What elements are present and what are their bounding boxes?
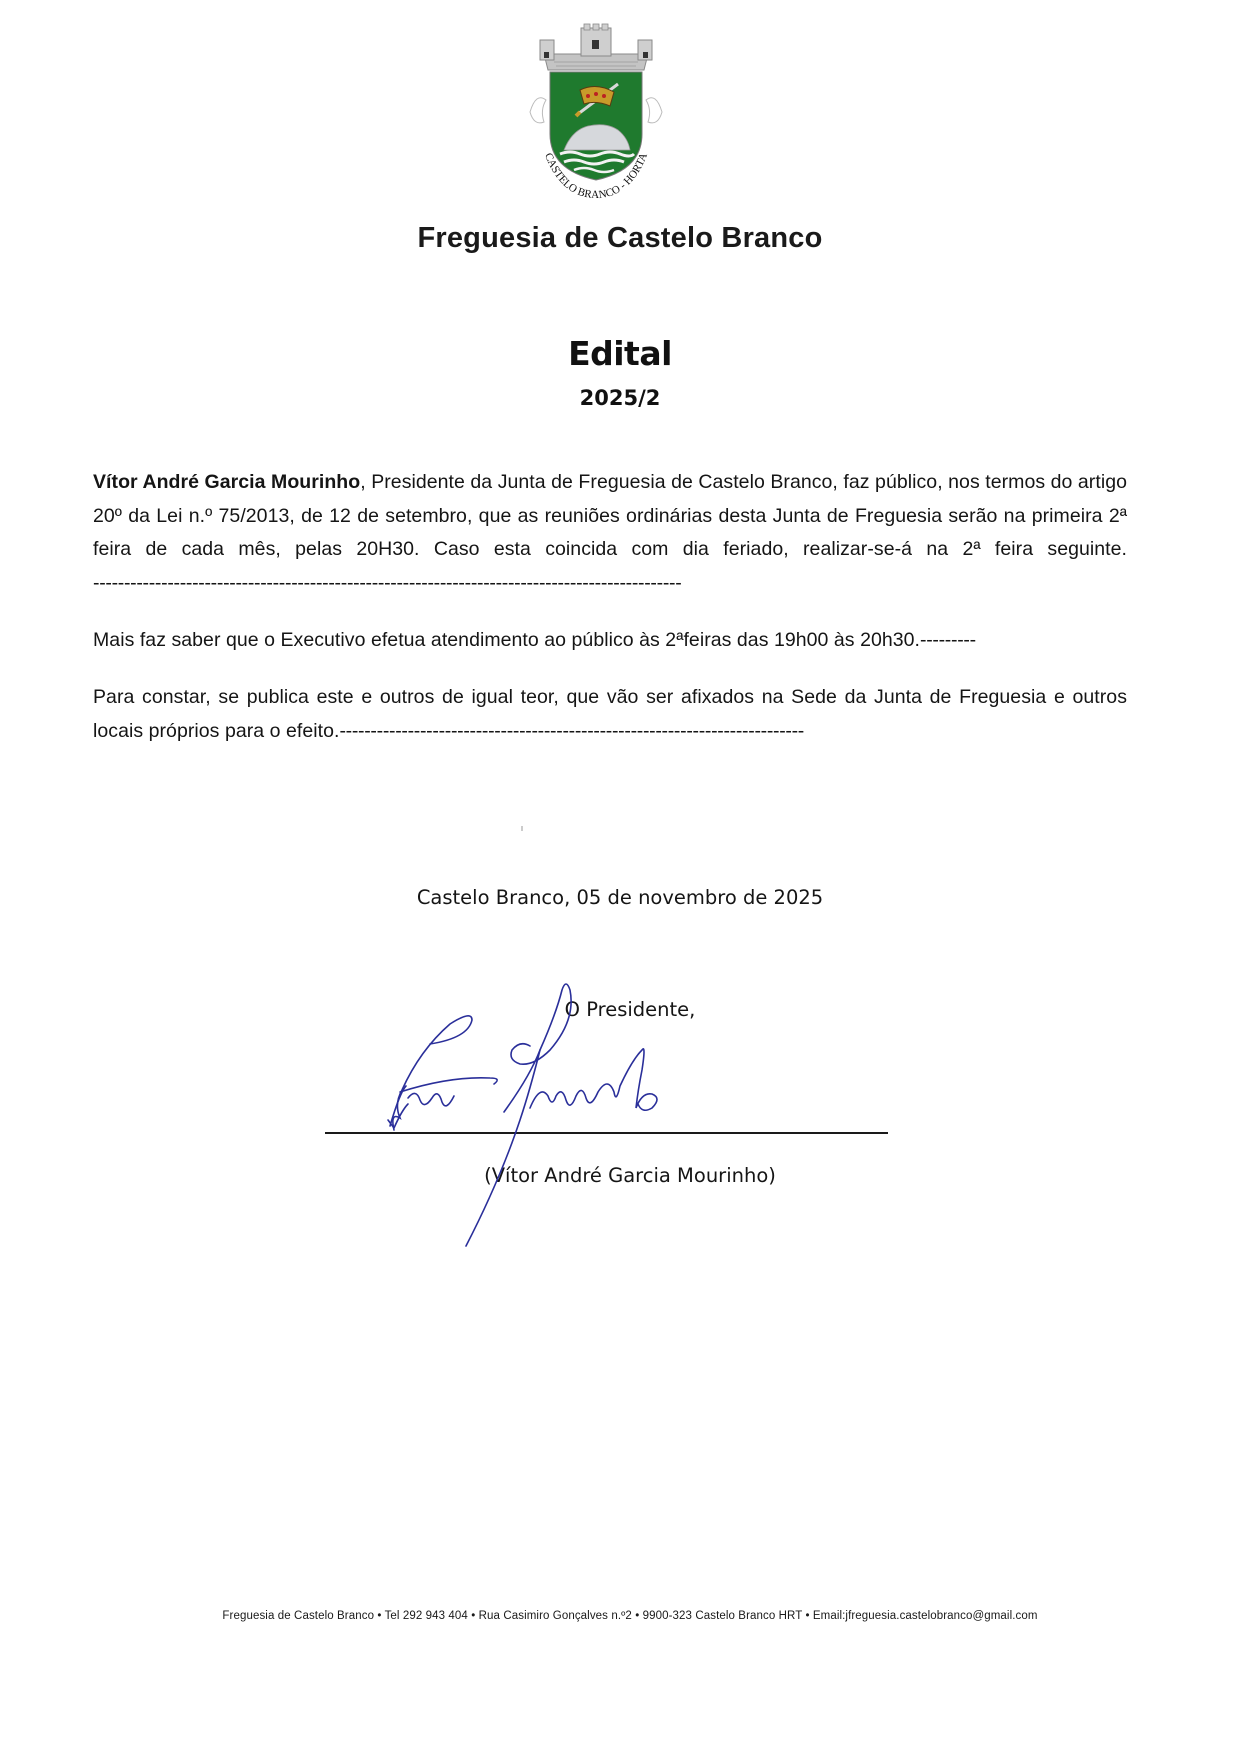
scan-speck [521, 826, 523, 831]
paragraph-text: Para constar, se publica este e outros de igual teor, que vão ser afixados na Sede da Junta de Freguesia e outros locais próprios para o efeito. [93, 686, 1127, 742]
footer-contact: Freguesia de Castelo Branco • Tel 292 943 404 • Rua Casimiro Gonçalves n.º2 • 9900-323 Castelo Branco HRT • Email:jfreguesia.castelobranco@gmail.com [222, 1610, 1038, 1622]
paragraph-publication [93, 681, 1127, 748]
paragraph-text: Mais faz saber que o Executivo efetua atendimento ao público às 2ªfeiras das 19h00 às 20h30. [93, 629, 921, 651]
mural-crown [540, 24, 652, 70]
handwritten-signature [380, 980, 780, 1270]
dash-filler: --------------------------------------------------------------------------- [339, 719, 804, 742]
president-name: Vítor André Garcia Mourinho [93, 471, 361, 493]
signer-role: O Presidente, [564, 998, 696, 1021]
organization-title: Freguesia de Castelo Branco [417, 222, 823, 254]
coat-of-arms-icon [526, 22, 666, 202]
paragraph-meetings [93, 466, 1127, 600]
document-title: Edital [568, 334, 672, 373]
document-number: 2025/2 [579, 386, 661, 410]
dash-filler: --------- [920, 629, 976, 651]
emblem-motto: CASTELO BRANCO - HORTA [541, 151, 651, 202]
paragraph-public-service [93, 624, 1127, 658]
dash-filler: ----------------------------------------------------------------------------------------------- [93, 571, 682, 594]
place-date: Castelo Branco, 05 de novembro de 2025 [416, 886, 824, 909]
paragraph-text: , Presidente da Junta de Freguesia de Castelo Branco, faz público, nos termos do artigo 20º da Lei n.º 75/2013, de 12 de setembro, que as reuniões ordinárias desta Junta de Freguesia serão na primeira 2ª feira de cada mês, pelas 20H30. Caso esta coincida com dia feriado, realizar-se-á na 2ª feira seguinte. [93, 471, 1127, 560]
signer-name: (Vítor André Garcia Mourinho) [484, 1164, 776, 1187]
